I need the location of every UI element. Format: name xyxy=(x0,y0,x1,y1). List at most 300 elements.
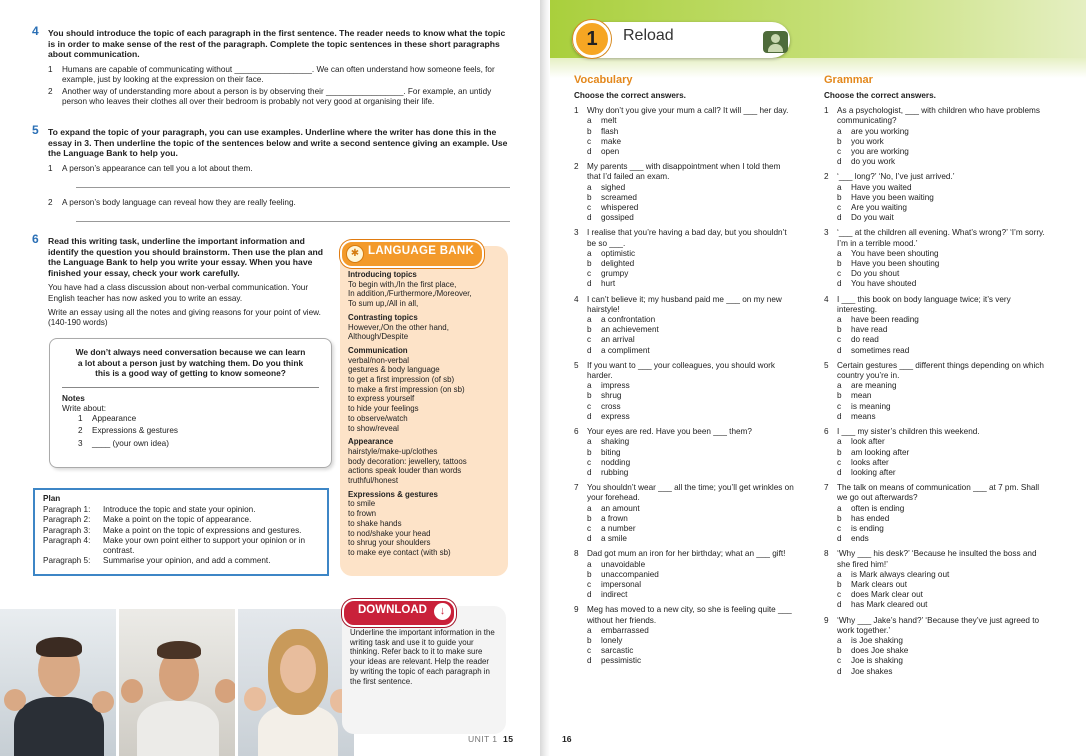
option-letter: d xyxy=(837,157,842,167)
photo-cheering-man xyxy=(119,609,235,756)
option-letter: b xyxy=(587,325,592,335)
exercise-6 xyxy=(32,232,324,328)
answer-option[interactable] xyxy=(837,259,1046,269)
option-text: make xyxy=(601,136,622,146)
option-letter: b xyxy=(587,513,592,523)
question xyxy=(574,605,796,666)
item-number: 2 xyxy=(78,426,83,436)
answer-option[interactable] xyxy=(587,646,796,656)
answer-option[interactable] xyxy=(837,448,1046,458)
option-text: lonely xyxy=(601,635,623,645)
question xyxy=(574,228,796,289)
item-number: 2 xyxy=(48,197,53,207)
option-letter: c xyxy=(587,401,592,411)
question xyxy=(824,361,1046,422)
answer-option[interactable] xyxy=(837,157,1046,167)
option-text: express xyxy=(601,411,630,421)
option-letter: b xyxy=(837,646,842,656)
answer-option[interactable] xyxy=(837,534,1046,544)
option-text: is Mark always clearing out xyxy=(851,569,950,579)
answer-option[interactable] xyxy=(587,580,796,590)
answer-option[interactable] xyxy=(837,137,1046,147)
exercise-items xyxy=(48,164,510,222)
question xyxy=(824,616,1046,677)
answer-option[interactable] xyxy=(587,626,796,636)
answer-option[interactable] xyxy=(587,458,796,468)
option-text: shaking xyxy=(601,437,630,447)
question xyxy=(574,295,796,356)
answer-option[interactable] xyxy=(587,570,796,580)
option-letter: d xyxy=(587,147,592,157)
answer-option[interactable] xyxy=(587,147,796,157)
plan-row xyxy=(43,556,319,566)
option-letter: d xyxy=(837,345,842,355)
answer-option[interactable] xyxy=(587,203,796,213)
answer-option[interactable] xyxy=(837,412,1046,422)
question-text: ‘Why ___ his desk?’ ‘Because he insulted the boss and she fired him!’ xyxy=(837,549,1037,569)
answer-option[interactable] xyxy=(587,636,796,646)
option-letter: c xyxy=(837,269,842,279)
language-bank-phrase: However,/On the other hand, xyxy=(348,322,449,332)
answer-option[interactable] xyxy=(837,391,1046,401)
question-text: You shouldn’t wear ___ all the time; you’ll get wrinkles on your forehead. xyxy=(587,483,794,503)
answer-option[interactable] xyxy=(837,402,1046,412)
page-number: 16 xyxy=(562,734,572,744)
option-text: look after xyxy=(851,437,885,447)
plan-row xyxy=(43,505,319,515)
question-text: My parents ___ with disappointment when I told them that I’d failed an exam. xyxy=(587,162,781,182)
page-right xyxy=(550,0,1086,756)
option-letter: d xyxy=(837,666,842,676)
option-letter: c xyxy=(837,335,842,345)
answer-option[interactable] xyxy=(837,213,1046,223)
question xyxy=(824,295,1046,356)
option-text: optimistic xyxy=(601,248,636,258)
notes-title: Notes xyxy=(62,393,85,403)
download-title: DOWNLOAD xyxy=(358,604,427,616)
language-bank-phrase: Although/Despite xyxy=(348,332,409,342)
vocabulary-column xyxy=(574,74,796,672)
answer-option[interactable] xyxy=(837,590,1046,600)
question-text: ‘Why ___ Jake’s hand?’ ‘Because they’ve just agreed to work together.’ xyxy=(837,615,1040,635)
option-letter: b xyxy=(837,447,842,457)
notes-item xyxy=(78,414,319,424)
option-letter: b xyxy=(837,325,842,335)
option-letter: b xyxy=(837,579,842,589)
option-letter: a xyxy=(837,635,842,645)
task-instruction: Write an essay using all the notes and giving reasons for your point of view. (140-190 words) xyxy=(48,307,321,327)
item-number: 1 xyxy=(48,163,53,173)
answer-option[interactable] xyxy=(837,315,1046,325)
option-letter: a xyxy=(837,315,842,325)
language-bank-phrase: verbal/non-verbal xyxy=(348,355,409,365)
question-text: Your eyes are red. Have you been ___ them? xyxy=(587,427,752,437)
option-letter: c xyxy=(837,147,842,157)
option-text: indirect xyxy=(601,590,628,600)
option-text: are you working xyxy=(851,126,909,136)
option-text: Do you wait xyxy=(851,213,894,223)
unit-title: Reload xyxy=(623,27,674,44)
option-letter: a xyxy=(837,569,842,579)
option-text: sarcastic xyxy=(601,646,634,656)
photo-strip xyxy=(0,609,354,756)
answer-option[interactable] xyxy=(587,249,796,259)
language-bank-phrase: actions speak louder than words xyxy=(348,466,462,476)
item-text: ____ (your own idea) xyxy=(92,438,169,448)
option-text: Do you shout xyxy=(851,269,900,279)
option-text: do read xyxy=(851,335,879,345)
question xyxy=(824,483,1046,544)
question xyxy=(824,427,1046,478)
answer-option[interactable] xyxy=(837,458,1046,468)
item-text: Another way of understanding more about a person is by observing their _________________. For example, an untidy person who leaves their clothes all over their bedroom is probably not very good at organising their life. xyxy=(62,87,492,107)
option-text: a confrontation xyxy=(601,315,656,325)
answer-option[interactable] xyxy=(837,325,1046,335)
option-text: have read xyxy=(851,325,888,335)
question-number: 1 xyxy=(574,106,579,116)
option-text: cross xyxy=(601,401,621,411)
option-letter: a xyxy=(587,381,592,391)
grammar-instruction: Choose the correct answers. xyxy=(824,91,936,100)
option-text: pessimistic xyxy=(601,656,642,666)
question xyxy=(574,427,796,478)
grammar-title: Grammar xyxy=(824,74,873,86)
question xyxy=(574,483,796,544)
exercise-instructions: To expand the topic of your paragraph, you can use examples. Underline where the writer has done this in the essay in 3. Then underline the topic of the sentences below and write a second sentence giving an example. Use the Language Bank to help you. xyxy=(48,127,508,159)
page-number: 15 xyxy=(503,734,514,744)
option-text: does Joe shake xyxy=(851,646,909,656)
answer-option[interactable] xyxy=(837,570,1046,580)
option-text: gossiped xyxy=(601,213,634,223)
question-text: I can’t believe it; my husband paid me ___ on my new hairstyle! xyxy=(587,294,782,314)
option-letter: d xyxy=(837,600,842,610)
question-text: Certain gestures ___ different things depending on which country you’re in. xyxy=(837,360,1044,381)
option-letter: c xyxy=(587,457,592,467)
page-footer-left xyxy=(468,734,513,744)
answer-option[interactable] xyxy=(837,203,1046,213)
answer-option[interactable] xyxy=(587,183,796,193)
answer-line[interactable] xyxy=(76,208,510,222)
exercise-items xyxy=(48,65,510,108)
answer-option[interactable] xyxy=(837,193,1046,203)
answer-option[interactable] xyxy=(837,514,1046,524)
option-letter: d xyxy=(587,590,592,600)
language-bank-phrase: to nod/shake your head xyxy=(348,528,431,538)
option-letter: a xyxy=(587,437,592,447)
option-text: am looking after xyxy=(851,447,910,457)
language-bank-phrase: to hide your feelings xyxy=(348,404,419,414)
answer-option[interactable] xyxy=(587,335,796,345)
item-text: Expressions & gestures xyxy=(92,426,179,436)
language-bank-phrase: to make a first impression (on sb) xyxy=(348,384,465,394)
answer-option[interactable] xyxy=(837,127,1046,137)
option-text: do you work xyxy=(851,157,896,167)
option-letter: c xyxy=(837,523,842,533)
language-bank-phrase: to get a first impression (of sb) xyxy=(348,375,455,385)
option-letter: b xyxy=(837,136,842,146)
option-text: open xyxy=(601,147,620,157)
language-bank-phrase: truthful/honest xyxy=(348,476,399,486)
question-text: Meg has moved to a new city, so she is feeling quite ___ without her friends. xyxy=(587,605,792,625)
option-text: is Joe shaking xyxy=(851,635,903,645)
answer-option[interactable] xyxy=(587,468,796,478)
question-number: 2 xyxy=(824,172,829,182)
option-text: ends xyxy=(851,534,869,544)
option-text: mean xyxy=(851,391,872,401)
question-text: Why don’t you give your mum a call? It will ___ her day. xyxy=(587,106,789,116)
question-text: ‘___ long?’ ‘No, I’ve just arrived.’ xyxy=(837,172,955,182)
answer-option[interactable] xyxy=(587,504,796,514)
item-text: A person’s appearance can tell you a lot about them. xyxy=(62,163,253,173)
item-number: 3 xyxy=(78,438,83,448)
question-text: The talk on means of communication ___ at 7 pm. Shall we go out afterwards? xyxy=(837,483,1040,503)
option-letter: b xyxy=(587,192,592,202)
exercise-instructions: You should introduce the topic of each paragraph in the first sentence. The reader needs to know what the topic is in order to make sense of the rest of the paragraph. Complete the topic sentences in these short paragraphs about communication. xyxy=(48,28,506,60)
option-letter: c xyxy=(837,590,842,600)
option-letter: c xyxy=(587,335,592,345)
lightbulb-icon: ✱ xyxy=(346,245,364,263)
option-text: you are working xyxy=(851,147,909,157)
exercise-number: 5 xyxy=(32,123,39,137)
plan-row xyxy=(43,536,319,556)
notes-item xyxy=(78,426,319,436)
plan-row xyxy=(43,515,319,525)
option-letter: d xyxy=(837,279,842,289)
option-letter: a xyxy=(587,503,592,513)
language-bank-heading: Expressions & gestures xyxy=(348,489,438,499)
notes-list xyxy=(78,414,319,449)
option-letter: c xyxy=(587,579,592,589)
grammar-questions xyxy=(824,106,1046,677)
answer-option[interactable] xyxy=(837,279,1046,289)
language-bank-badge xyxy=(340,240,484,268)
answer-option[interactable] xyxy=(587,193,796,203)
question-number: 4 xyxy=(824,294,829,304)
answer-option[interactable] xyxy=(837,381,1046,391)
essay-question: We don’t always need conversation because we can learn a lot about a person just by watching them. Do you think this is a good way of getting to know someone? xyxy=(75,347,306,379)
item-number: 1 xyxy=(48,64,53,74)
answer-option[interactable] xyxy=(587,412,796,422)
answer-option[interactable] xyxy=(837,636,1046,646)
question-number: 1 xyxy=(824,106,829,116)
answer-option[interactable] xyxy=(587,269,796,279)
language-bank-heading: Contrasting topics xyxy=(348,312,418,322)
option-letter: a xyxy=(587,315,592,325)
plan-title: Plan xyxy=(43,494,61,503)
option-text: rubbing xyxy=(601,467,629,477)
option-letter: c xyxy=(587,203,592,213)
answer-option[interactable] xyxy=(587,279,796,289)
writing-task-box xyxy=(49,338,332,468)
answer-option[interactable] xyxy=(837,183,1046,193)
option-letter: b xyxy=(837,259,842,269)
answer-option[interactable] xyxy=(837,346,1046,356)
language-bank-heading: Appearance xyxy=(348,437,394,447)
option-text: Are you waiting xyxy=(851,203,907,213)
answer-option[interactable] xyxy=(587,402,796,412)
answer-option[interactable] xyxy=(587,448,796,458)
item-text: Appearance xyxy=(92,414,137,424)
question-text: If you want to ___ your colleagues, you should work harder. xyxy=(587,360,775,381)
question-number: 5 xyxy=(574,360,579,370)
question-number: 5 xyxy=(824,360,829,370)
answer-option[interactable] xyxy=(587,213,796,223)
answer-option[interactable] xyxy=(837,147,1046,157)
option-letter: c xyxy=(587,523,592,533)
answer-option[interactable] xyxy=(587,381,796,391)
answer-option[interactable] xyxy=(837,437,1046,447)
language-bank-phrase: to show/reveal xyxy=(348,423,399,433)
answer-option[interactable] xyxy=(587,116,796,126)
language-bank xyxy=(340,246,508,576)
photo-excited-woman xyxy=(238,609,354,756)
answer-option[interactable] xyxy=(587,656,796,666)
answer-option[interactable] xyxy=(837,269,1046,279)
answer-option[interactable] xyxy=(837,249,1046,259)
option-letter: c xyxy=(837,457,842,467)
question-number: 3 xyxy=(824,228,829,238)
question-text: I ___ my sister’s children this weekend. xyxy=(837,427,980,437)
plan-text: Summarise your opinion, and add a comment. xyxy=(103,556,271,566)
option-text: biting xyxy=(601,447,621,457)
answer-option[interactable] xyxy=(587,325,796,335)
task-context: You have had a class discussion about non-verbal communication. Your English teacher has now asked you to write an essay. xyxy=(48,283,309,303)
exercise-item xyxy=(48,65,510,85)
answer-option[interactable] xyxy=(837,600,1046,610)
option-text: shrug xyxy=(601,391,622,401)
question xyxy=(574,106,796,157)
option-letter: c xyxy=(837,203,842,213)
plan-text: Make your own point either to support your opinion or in contrast. xyxy=(103,535,306,556)
option-text: nodding xyxy=(601,457,631,467)
answer-option[interactable] xyxy=(837,646,1046,656)
plan-label: Paragraph 4: xyxy=(43,535,91,545)
question xyxy=(824,549,1046,610)
option-letter: d xyxy=(587,656,592,666)
answer-option[interactable] xyxy=(587,346,796,356)
exercise-item xyxy=(48,87,510,107)
option-text: is ending xyxy=(851,523,884,533)
book-gutter xyxy=(540,0,550,756)
question-number: 9 xyxy=(824,615,829,625)
answer-option[interactable] xyxy=(837,656,1046,666)
option-letter: a xyxy=(587,116,592,126)
option-text: sighed xyxy=(601,182,626,192)
answer-option[interactable] xyxy=(587,391,796,401)
language-bank-phrase: hairstyle/make-up/clothes xyxy=(348,446,438,456)
option-text: unavoidable xyxy=(601,559,646,569)
option-text: are meaning xyxy=(851,381,897,391)
option-text: looks after xyxy=(851,457,889,467)
answer-option[interactable] xyxy=(837,504,1046,514)
option-text: an amount xyxy=(601,503,640,513)
plan-label: Paragraph 2: xyxy=(43,515,91,525)
option-text: embarrassed xyxy=(601,625,649,635)
option-letter: c xyxy=(837,656,842,666)
answer-option[interactable] xyxy=(837,335,1046,345)
option-letter: d xyxy=(837,411,842,421)
option-letter: a xyxy=(837,503,842,513)
unit-number-badge: 1 xyxy=(573,20,611,58)
question-text: ‘___ at the children all evening. What’s wrong?’ ‘I’m sorry. I’m in a terrible mood.’ xyxy=(837,228,1045,248)
option-letter: d xyxy=(587,467,592,477)
option-text: you work xyxy=(851,136,884,146)
option-text: a compliment xyxy=(601,345,650,355)
item-text: A person’s body language can reveal how they are really feeling. xyxy=(62,197,296,207)
notes-item xyxy=(78,439,319,449)
page-left xyxy=(0,0,540,756)
language-bank-phrase: gestures & body language xyxy=(348,365,440,375)
answer-option[interactable] xyxy=(587,514,796,524)
item-number: 1 xyxy=(78,414,83,424)
option-text: flash xyxy=(601,126,619,136)
question-number: 7 xyxy=(824,483,829,493)
option-text: impress xyxy=(601,381,630,391)
option-letter: a xyxy=(837,437,842,447)
answer-option[interactable] xyxy=(587,137,796,147)
language-bank-title: LANGUAGE BANK xyxy=(368,245,475,257)
question xyxy=(574,361,796,422)
option-text: looking after xyxy=(851,467,896,477)
plan-row xyxy=(43,526,319,536)
question-number: 2 xyxy=(574,162,579,172)
option-letter: a xyxy=(837,248,842,258)
language-bank-phrase: to shake hands xyxy=(348,518,402,528)
option-letter: a xyxy=(837,126,842,136)
answer-line[interactable] xyxy=(76,174,510,188)
answer-option[interactable] xyxy=(587,259,796,269)
option-letter: a xyxy=(587,248,592,258)
option-letter: c xyxy=(587,136,592,146)
answer-option[interactable] xyxy=(587,534,796,544)
question xyxy=(824,172,1046,223)
option-text: Have you waited xyxy=(851,182,912,192)
answer-option[interactable] xyxy=(587,590,796,600)
answer-option[interactable] xyxy=(837,667,1046,677)
option-letter: b xyxy=(587,447,592,457)
option-letter: d xyxy=(587,534,592,544)
answer-option[interactable] xyxy=(587,560,796,570)
answer-option[interactable] xyxy=(837,524,1046,534)
exercise-4 xyxy=(32,24,510,110)
answer-option[interactable] xyxy=(587,127,796,137)
option-text: whispered xyxy=(601,203,639,213)
exercise-item xyxy=(48,198,510,222)
question xyxy=(574,162,796,223)
option-letter: c xyxy=(837,401,842,411)
question-text: I realise that you’re having a bad day, but you shouldn’t be so ___. xyxy=(587,228,787,248)
answer-option[interactable] xyxy=(837,468,1046,478)
option-letter: d xyxy=(587,279,592,289)
question-number: 8 xyxy=(824,549,829,559)
option-text: delighted xyxy=(601,259,635,269)
option-letter: a xyxy=(837,381,842,391)
language-bank-heading: Introducing topics xyxy=(348,270,417,279)
answer-option[interactable] xyxy=(837,580,1046,590)
question-number: 3 xyxy=(574,228,579,238)
answer-option[interactable] xyxy=(587,315,796,325)
option-text: melt xyxy=(601,116,617,126)
option-letter: a xyxy=(587,559,592,569)
plan-label: Paragraph 3: xyxy=(43,525,91,535)
option-text: grumpy xyxy=(601,269,629,279)
vocabulary-instruction: Choose the correct answers. xyxy=(574,91,686,100)
option-text: a smile xyxy=(601,534,627,544)
option-letter: c xyxy=(587,646,592,656)
answer-option[interactable] xyxy=(587,437,796,447)
answer-option[interactable] xyxy=(587,524,796,534)
exercise-number: 4 xyxy=(32,24,39,38)
